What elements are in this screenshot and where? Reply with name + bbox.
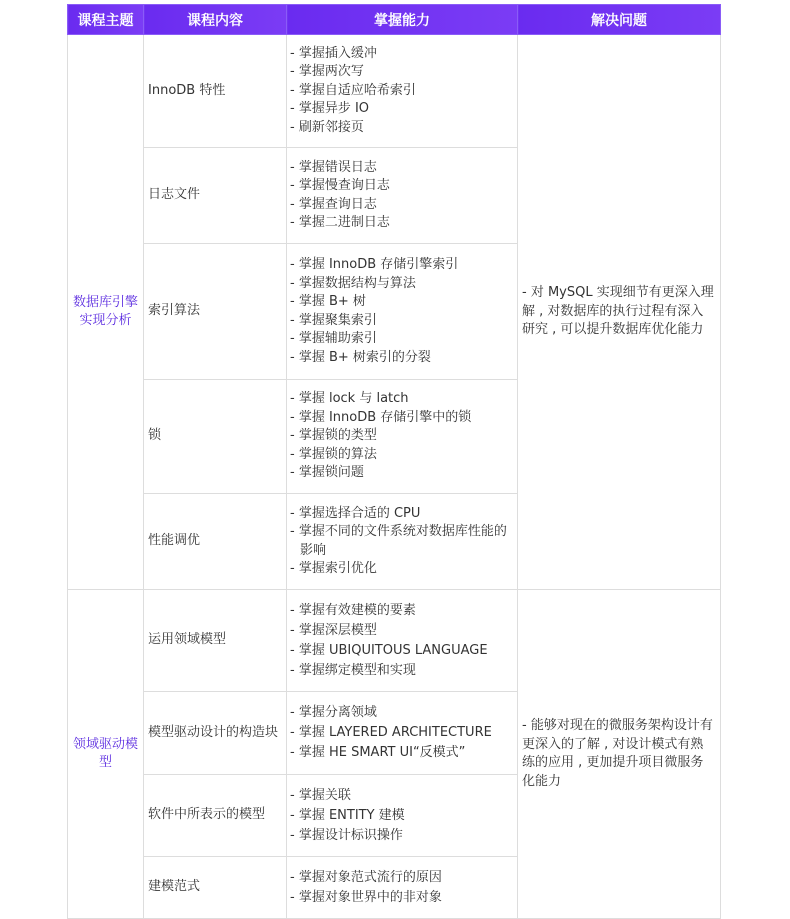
skill-item: - 掌握 InnoDB 存储引擎索引 — [290, 257, 459, 272]
skill-item: - 掌握 lock 与 latch — [290, 391, 409, 407]
skill-item: - 掌握二进制日志 — [290, 215, 390, 230]
skill-item: - 掌握自适应哈希索引 — [290, 82, 416, 98]
skill-item: - 掌握关联 — [290, 787, 351, 803]
skills-cell — [287, 775, 518, 857]
content-cell: 锁 — [144, 380, 287, 494]
skills-cell — [287, 244, 518, 380]
skill-item: - 刷新邻接页 — [290, 119, 364, 135]
skill-item: - 掌握锁的算法 — [290, 446, 377, 462]
skill-item: - 掌握不同的文件系统对数据库性能的影响 — [290, 524, 507, 558]
skills-cell — [287, 494, 518, 590]
topic-cell: 领域驱动模型 — [68, 590, 144, 919]
skill-item: - 掌握 InnoDB 存储引擎中的锁 — [290, 409, 472, 425]
skill-item: - 掌握有效建模的要素 — [290, 602, 416, 618]
table-row — [68, 590, 721, 692]
skill-item: - 掌握两次写 — [290, 64, 364, 80]
content-cell: InnoDB 特性 — [144, 35, 287, 148]
course-table — [67, 4, 721, 919]
table-row — [68, 35, 721, 148]
header-topic: 课程主题 — [68, 5, 144, 35]
skill-item: - 掌握分离领域 — [290, 705, 377, 720]
skills-cell — [287, 692, 518, 775]
skill-item: - 掌握对象世界中的非对象 — [290, 889, 442, 905]
solve-cell: - 能够对现在的微服务架构设计有更深入的了解 , 对设计模式有熟练的应用 , 更加提升项目微服务化能力 — [518, 590, 721, 919]
skill-item: - 掌握查询日志 — [290, 196, 377, 212]
content-cell: 建模范式 — [144, 857, 287, 919]
skill-item: - 掌握错误日志 — [290, 159, 377, 175]
skill-item: - 掌握锁问题 — [290, 465, 364, 481]
header-skills: 掌握能力 — [287, 5, 518, 35]
skill-item: - 掌握异步 IO — [290, 101, 370, 117]
skill-item: - 掌握 ENTITY 建模 — [290, 807, 405, 823]
skill-item: - 掌握 UBIQUITOUS LANGUAGE — [290, 642, 488, 658]
skill-item: - 掌握辅助索引 — [290, 331, 377, 346]
skill-item: - 掌握数据结构与算法 — [290, 275, 416, 291]
skill-item: - 掌握聚集索引 — [290, 312, 377, 328]
skills-cell — [287, 148, 518, 244]
skills-cell — [287, 35, 518, 148]
skill-item: - 掌握绑定模型和实现 — [290, 662, 416, 678]
topic-cell: 数据库引擎实现分析 — [68, 35, 144, 590]
header-row — [68, 5, 721, 35]
skill-item: - 掌握对象范式流行的原因 — [290, 869, 442, 885]
header-problem: 解决问题 — [518, 5, 721, 35]
content-cell: 索引算法 — [144, 244, 287, 380]
skill-item: - 掌握锁的类型 — [290, 428, 377, 444]
content-cell: 运用领域模型 — [144, 590, 287, 692]
content-cell: 性能调优 — [144, 494, 287, 590]
course-table-container — [67, 4, 720, 919]
solve-cell: - 对 MySQL 实现细节有更深入理解 , 对数据库的执行过程有深入研究 , 可以提升数据库优化能力 — [518, 35, 721, 590]
skill-item: - 掌握 B+ 树 — [290, 294, 366, 309]
skill-item: - 掌握 HE SMART UI“反模式” — [290, 745, 466, 760]
content-cell: 日志文件 — [144, 148, 287, 244]
skill-item: - 掌握选择合适的 CPU — [290, 505, 421, 521]
skill-item: - 掌握索引优化 — [290, 561, 377, 576]
skill-item: - 掌握插入缓冲 — [290, 45, 377, 61]
skill-item: - 掌握 LAYERED ARCHITECTURE — [290, 725, 492, 740]
content-cell: 模型驱动设计的构造块 — [144, 692, 287, 775]
skill-item: - 掌握设计标识操作 — [290, 827, 403, 843]
skill-item: - 掌握 B+ 树索引的分裂 — [290, 349, 431, 365]
skills-cell — [287, 380, 518, 494]
skills-cell — [287, 590, 518, 692]
skills-cell — [287, 857, 518, 919]
header-content: 课程内容 — [144, 5, 287, 35]
content-cell: 软件中所表示的模型 — [144, 775, 287, 857]
skill-item: - 掌握慢查询日志 — [290, 178, 390, 193]
skill-item: - 掌握深层模型 — [290, 622, 377, 638]
